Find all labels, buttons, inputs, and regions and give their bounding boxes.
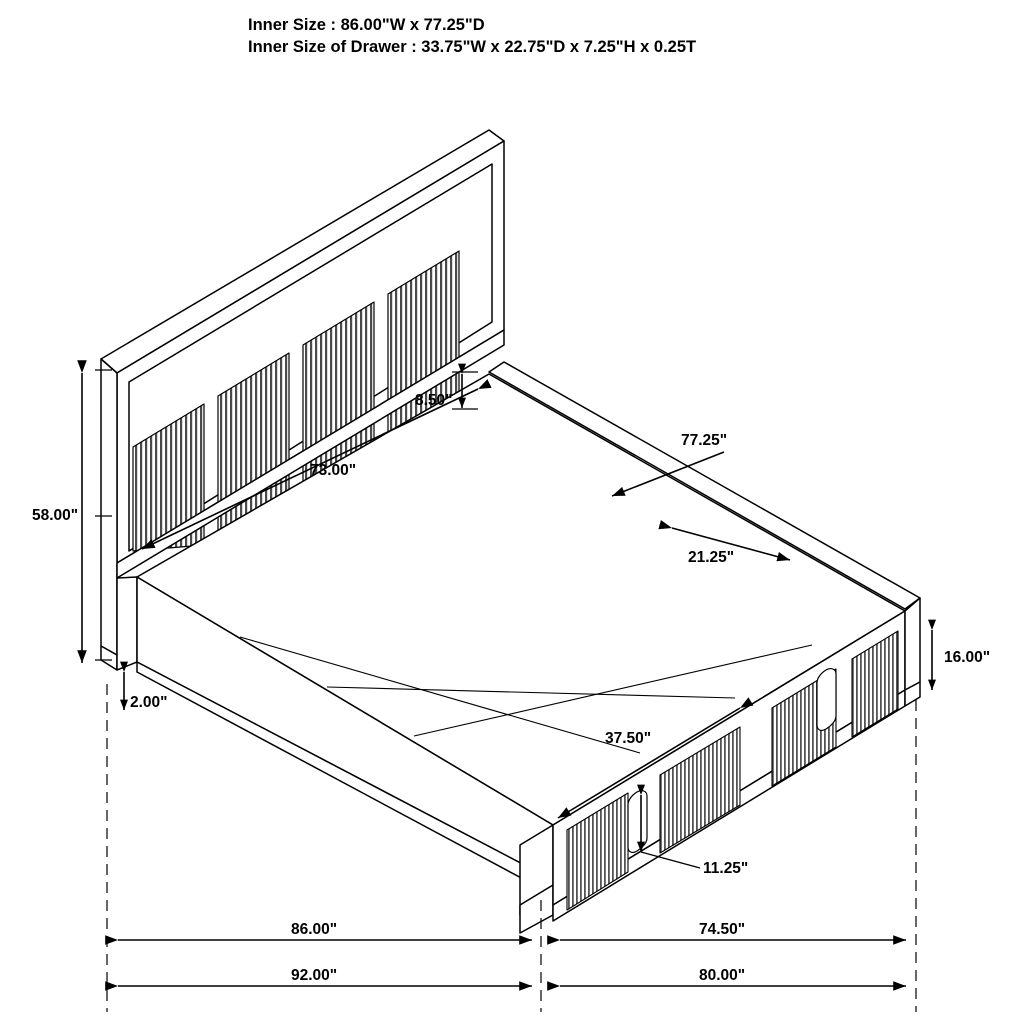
inner-size-line: Inner Size : 86.00"W x 77.25"D	[248, 16, 485, 34]
dim-side-rail-length: 74.50"	[699, 921, 746, 938]
dim-headboard-height: 58.00"	[32, 507, 79, 524]
dim-overall-length: 80.00"	[699, 967, 746, 984]
dim-floor-clearance: 2.00"	[130, 694, 168, 711]
dim-inner-width: 86.00"	[291, 921, 338, 938]
dim-drawer-depth: 21.25"	[688, 549, 735, 566]
dim-drawer-front-height: 11.25"	[703, 860, 749, 877]
dim-overall-width: 92.00"	[291, 967, 338, 984]
dim-headboard-inner-width: 73.00"	[310, 462, 357, 479]
dim-footboard-rail-height: 16.00"	[944, 649, 991, 666]
dim-drawer-front-width: 37.50"	[605, 730, 652, 747]
dim-deck-depth: 77.25"	[681, 432, 728, 449]
inner-size-drawer-line: Inner Size of Drawer : 33.75"W x 22.75"D x 7.25"H x 0.25T	[248, 38, 697, 56]
dim-headboard-top-to-rail: 8.50"	[415, 392, 453, 409]
